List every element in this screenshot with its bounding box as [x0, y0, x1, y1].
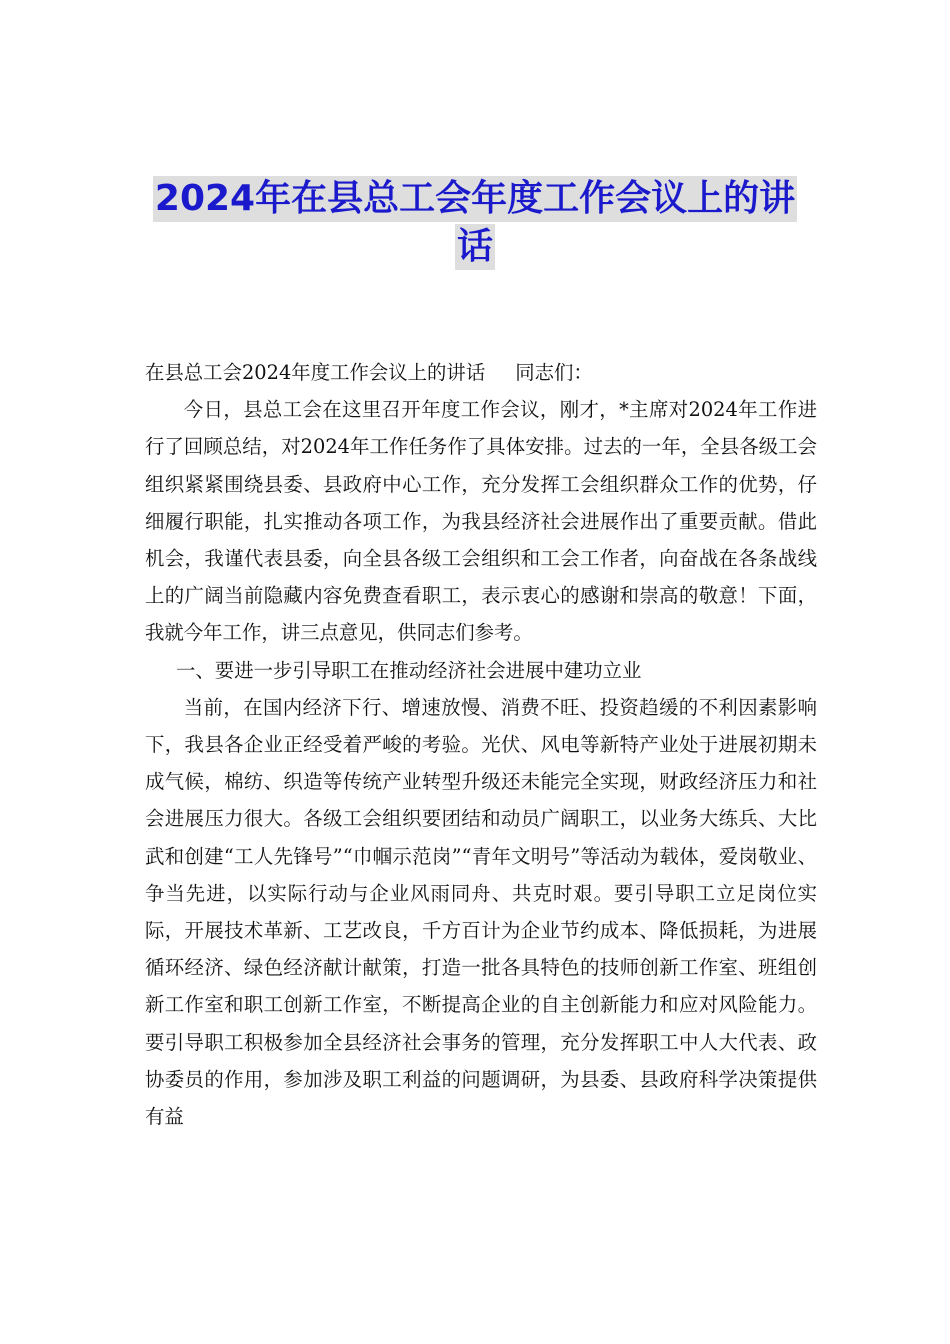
document-body — [145, 354, 817, 1135]
document-title — [130, 176, 820, 270]
salutation: 同志们： — [515, 361, 593, 384]
section-heading-1: 一、要进一步引导职工在推动经济社会进展中建功立业 — [176, 658, 642, 682]
speech-subtitle: 在县总工会2024年度工作会议上的讲话 — [145, 361, 486, 384]
title-line-1: 2024年在县总工会年度工作会议上的讲 — [153, 176, 797, 222]
paragraph-1: 今日，县总工会在这里召开年度工作会议，刚才，*主席对2024年工作进行了回顾总结，对2024年工作任务作了具体安排。过去的一年，全县各级工会组织紧紧围绕县委、县政府中心工作，充分发挥工会组织群众工作的优势，仔细履行职能，扎实推动各项工作，为我县经济社会进展作出了重要贡献。借此机会，我谨代表县委，向全县各级工会组织和工会工作者，向奋战在各条战线上的广阔当前隐藏内容免费查看职工，表示衷心的感谢和崇高的敬意！下面，我就今年工作，讲三点意见，供同志们参考。 — [145, 398, 817, 645]
title-line-2: 话 — [455, 224, 495, 270]
subtitle-line — [145, 354, 817, 391]
paragraph-2: 当前，在国内经济下行、增速放慢、消费不旺、投资趋缓的不利因素影响下，我县各企业正经受着严峻的考验。光伏、风电等新特产业处于进展初期未成气候，棉纺、织造等传统产业转型升级还未能完全实现，财政经济压力和社会进展压力很大。各级工会组织要团结和动员广阔职工，以业务大练兵、大比武和创建“工人先锋号”“巾帼示范岗”“青年文明号”等活动为载体，爱岗敬业、争当先进，以实际行动与企业风雨同舟、共克时艰。要引导职工立足岗位实际，开展技术革新、工艺改良，千方百计为企业节约成本、降低损耗，为进展循环经济、绿色经济献计献策，打造一批各具特色的技师创新工作室、班组创新工作室和职工创新工作室，不断提高企业的自主创新能力和应对风险能力。要引导职工积极参加全县经济社会事务的管理，充分发挥职工中人大代表、政协委员的作用，参加涉及职工利益的问题调研，为县委、县政府科学决策提供有益 — [145, 695, 817, 1129]
